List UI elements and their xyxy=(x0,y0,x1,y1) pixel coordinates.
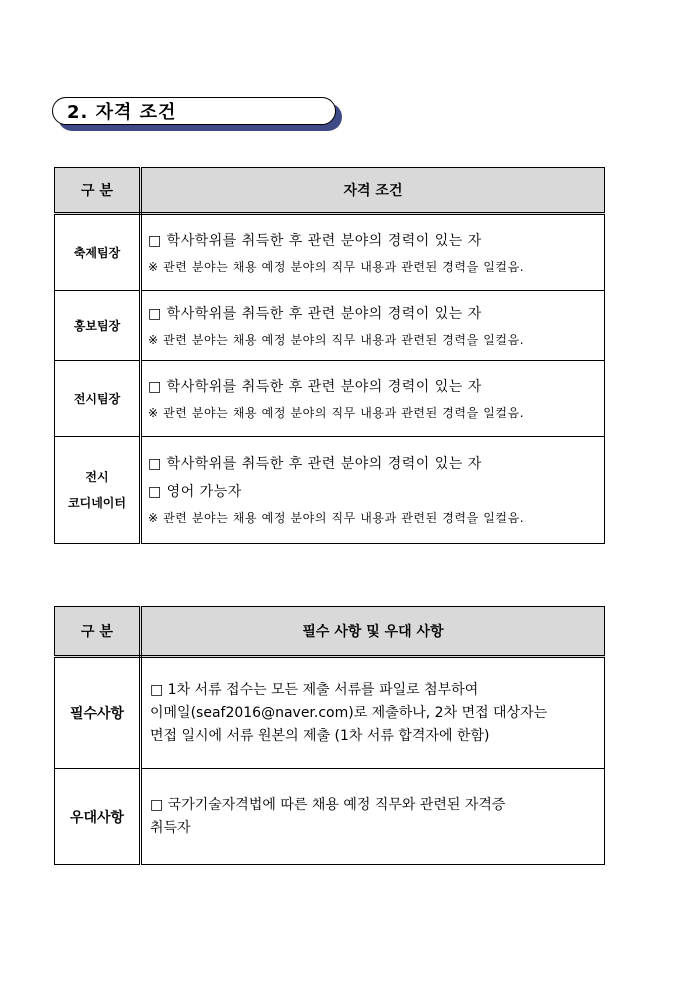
table-row xyxy=(55,214,605,291)
table-row xyxy=(55,657,605,769)
requirements-table xyxy=(54,606,605,865)
row-content xyxy=(141,657,605,769)
list-item: □ 학사학위를 취득한 후 관련 분야의 경력이 있는 자 xyxy=(148,456,482,472)
text-line: □ 국가기술자격법에 따른 채용 예정 직무와 관련된 자격증 xyxy=(150,796,506,813)
qualification-table xyxy=(54,167,605,544)
list-item: □ 학사학위를 취득한 후 관련 분야의 경력이 있는 자 xyxy=(148,232,482,249)
table-row xyxy=(55,361,605,437)
header-category: 구 분 xyxy=(55,607,141,657)
table-row xyxy=(55,291,605,361)
table-row xyxy=(55,769,605,865)
row-category: 전시 코디네이터 xyxy=(55,437,141,544)
row-content xyxy=(141,214,605,291)
row-content xyxy=(141,291,605,361)
note-text: ※ 관련 분야는 채용 예정 분야의 직무 내용과 관련된 경력을 일컬음. xyxy=(148,405,525,420)
row-content xyxy=(141,361,605,437)
row-category: 우대사항 xyxy=(55,769,141,865)
text-line: 이메일(seaf2016@naver.com)로 제출하나, 2차 면접 대상자는 xyxy=(150,704,548,721)
text-line: 면접 일시에 서류 원본의 제출 (1차 서류 합격자에 한함) xyxy=(150,727,490,744)
row-content xyxy=(141,437,605,544)
table-header-row xyxy=(55,168,605,214)
table-header-row xyxy=(55,607,605,657)
section-heading xyxy=(52,97,344,135)
list-item: □ 학사학위를 취득한 후 관련 분야의 경력이 있는 자 xyxy=(148,305,482,322)
note-text: ※ 관련 분야는 채용 예정 분야의 직무 내용과 관련된 경력을 일컬음. xyxy=(148,259,525,274)
row-content xyxy=(141,769,605,865)
row-category: 필수사항 xyxy=(55,657,141,769)
list-item: □ 영어 가능자 xyxy=(148,484,242,500)
row-category: 전시팀장 xyxy=(55,361,141,437)
row-category: 홍보팀장 xyxy=(55,291,141,361)
section-title: 2. 자격 조건 xyxy=(52,97,336,125)
text-line: □ 1차 서류 접수는 모든 제출 서류를 파일로 첨부하여 xyxy=(150,681,479,698)
text-line: 취득자 xyxy=(150,819,191,836)
table-row xyxy=(55,437,605,544)
header-qualification: 자격 조건 xyxy=(141,168,605,214)
note-text: ※ 관련 분야는 채용 예정 분야의 직무 내용과 관련된 경력을 일컬음. xyxy=(148,511,525,525)
note-text: ※ 관련 분야는 채용 예정 분야의 직무 내용과 관련된 경력을 일컬음. xyxy=(148,332,525,347)
header-requirements: 필수 사항 및 우대 사항 xyxy=(141,607,605,657)
header-category: 구 분 xyxy=(55,168,141,214)
row-category: 축제팀장 xyxy=(55,214,141,291)
list-item: □ 학사학위를 취득한 후 관련 분야의 경력이 있는 자 xyxy=(148,378,482,395)
